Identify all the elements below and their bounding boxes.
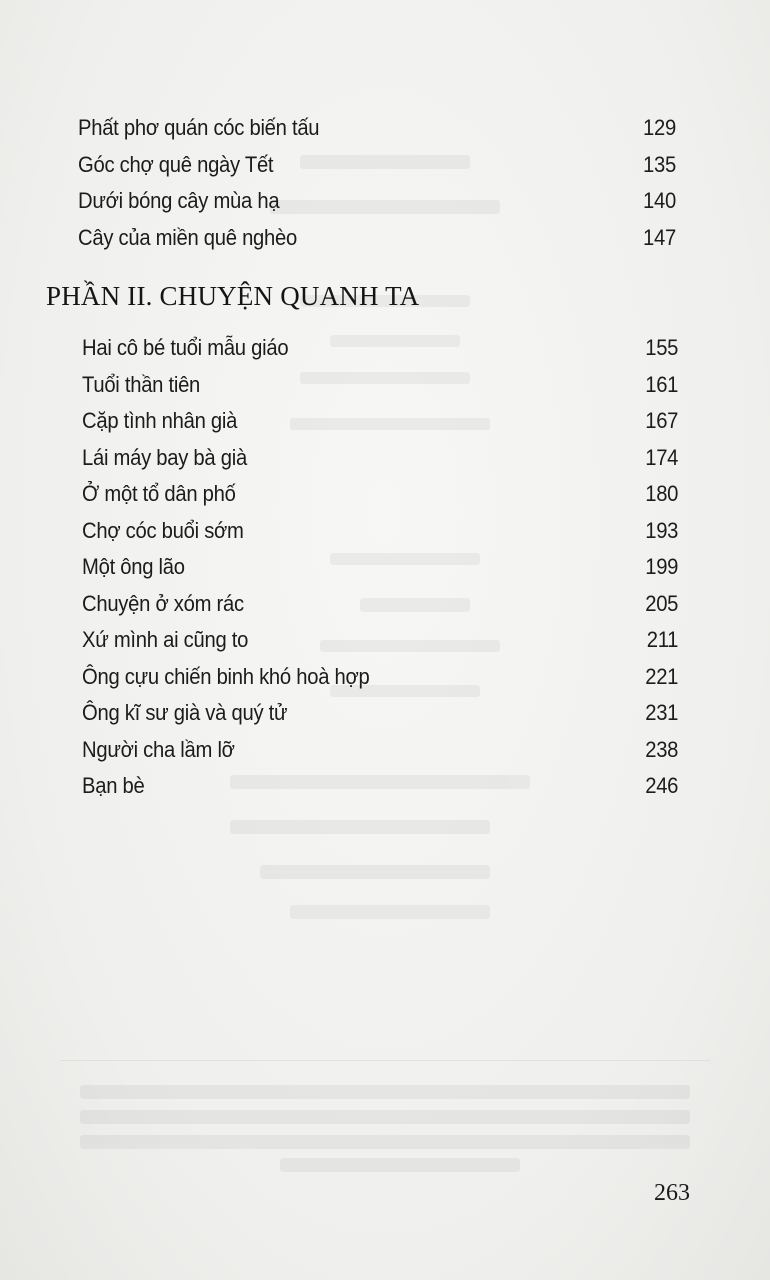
toc-entry-title: Hai cô bé tuổi mẫu giáo [82,335,289,361]
section-heading: PHẦN II. CHUYỆN QUANH TA [46,281,420,311]
toc-entry-title: Chuyện ở xóm rác [82,590,244,616]
toc-entry-title: Một ông lão [82,554,185,580]
toc-entry [82,330,678,367]
toc-entry-page: 211 [646,627,679,653]
faint-divider [60,1060,710,1061]
toc-entry [82,695,678,732]
toc-entry [78,220,676,257]
toc-entry [82,403,678,440]
toc-entry [82,659,678,696]
toc-entry-title: Chợ cóc buổi sớm [82,517,244,543]
toc-entry-title: Tuổi thần tiên [82,371,201,397]
toc-entry [82,768,678,805]
toc-entry [82,476,678,513]
toc-entry [82,586,678,623]
toc-entry-title: Dưới bóng cây mùa hạ [78,188,280,214]
toc-entry-title: Bạn bè [82,773,145,799]
toc-entry-page: 140 [643,188,676,214]
toc-entry [78,110,676,147]
toc-entry-title: Cây của miền quê nghèo [78,224,297,250]
toc-entry-page: 161 [645,371,679,397]
toc-entry-page: 246 [645,773,679,799]
page-number: 263 [654,1180,690,1206]
toc-entry-title: Ở một tổ dân phố [82,481,236,507]
toc-entry [78,147,676,184]
toc-entry-page: 129 [643,115,676,141]
toc-entry-page: 199 [645,554,679,580]
toc-entry-title: Ông kĩ sư già và quý tử [82,700,288,726]
toc-entry-title: Phất phơ quán cóc biến tấu [78,115,320,141]
toc-entry-page: 135 [643,151,676,177]
toc-entry-title: Ông cựu chiến binh khó hoà hợp [82,663,370,689]
toc-entry-title: Xứ mình ai cũng to [82,627,249,653]
toc-entry-title: Cặp tình nhân già [82,408,238,434]
toc-entry-title: Người cha lầm lỡ [82,736,235,762]
toc-entry-page: 155 [645,335,679,361]
toc-list-part2 [82,330,730,805]
toc-entry-page: 180 [645,481,679,507]
toc-entry-page: 167 [645,408,679,434]
toc-entry [82,440,678,477]
toc-list-part1 [78,110,728,256]
toc-entry-page: 221 [645,663,679,689]
toc-entry [82,732,678,769]
toc-entry-page: 193 [645,517,679,543]
toc-entry [82,513,678,550]
toc-entry [82,549,678,586]
toc-entry-page: 174 [645,444,679,470]
toc-entry-title: Lái máy bay bà già [82,444,247,470]
toc-entry-page: 147 [643,224,676,250]
toc-entry [82,367,678,404]
toc-entry-page: 231 [645,700,679,726]
toc-entry-page: 238 [645,736,679,762]
toc-entry-title: Góc chợ quê ngày Tết [78,151,274,177]
toc-entry [82,622,678,659]
toc-entry [78,183,676,220]
toc-entry-page: 205 [645,590,679,616]
